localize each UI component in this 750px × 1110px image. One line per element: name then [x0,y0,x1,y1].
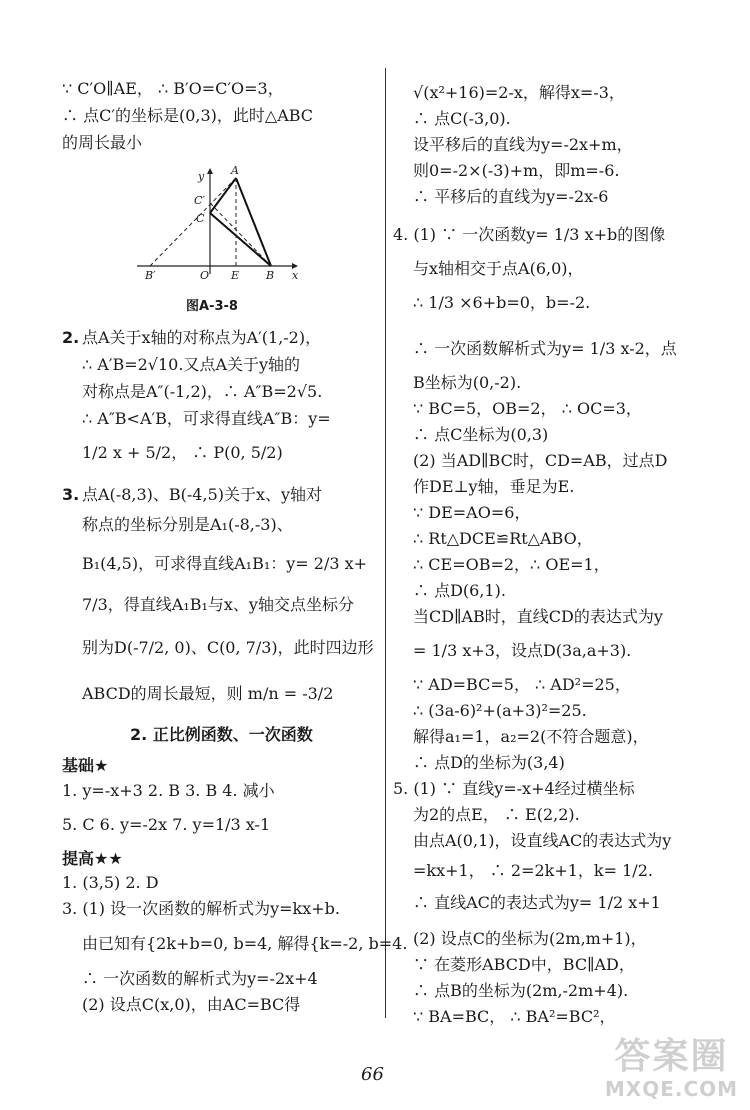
text-line: (2) 当AD∥BC时，CD=AB，过点D [413,451,668,470]
watermark-logo [599,1036,744,1106]
text-line: ∴ (3a-6)²+(a+3)²=25. [413,701,587,720]
text-line: 7/3，得直线A₁B₁与x、y轴交点坐标分 [82,595,354,614]
page-number: 66 [361,1064,384,1085]
watermark-line-2: MXQE.COM [604,1077,739,1101]
text-line: ∴ 点D的坐标为(3,4) [413,753,565,772]
label-c-prime: C′ [194,194,205,207]
text-line: 设平移后的直线为y=-2x+m， [413,135,633,154]
text-line: ∴ 点B的坐标为(2m,-2m+4). [413,981,629,1000]
label-b: B [266,269,275,282]
text-line: ∴ Rt△DCE≌Rt△ABO， [413,529,593,548]
text-line: ∵ C′O∥AE， ∴ B′O=C′O=3， [62,79,284,98]
text-line: ∴ A′B=2√10.又点A关于y轴的 [82,355,301,374]
text-line: √(x²+16)=2-x，解得x=-3， [413,83,625,102]
text-line: 为2的点E， ∴ E(2,2). [413,805,580,824]
text-line: 对称点是A″(-1,2)，∴ A″B=2√5. [82,382,323,401]
text-line: ∵ 在菱形ABCD中，BC∥AD， [413,955,635,974]
label-basic: 基础★ [62,756,109,775]
text-line: = 1/3 x+3，设点D(3a,a+3). [413,641,632,660]
column-divider [385,68,386,1018]
text-line: ∴ 一次函数解析式为y= 1/3 x-2，点 [413,339,677,358]
text-line: 作DE⊥y轴，垂足为E. [413,477,575,496]
question-number: 3. [62,485,80,504]
text-line: 与x轴相交于点A(6,0)， [413,259,584,278]
text-line: ∵ AD=BC=5， ∴ AD²=25， [413,675,631,694]
label-c: C [196,212,205,225]
text-line: ∴ 平移后的直线为y=-2x-6 [413,187,609,206]
text-line: ∵ BC=5，OB=2， ∴ OC=3， [413,399,642,418]
text-line: 1/2 x + 5/2， ∴ P(0, 5/2) [82,443,283,462]
text-line: 由已知有{2k+b=0, b=4, 解得{k=-2, b=4. [82,934,408,953]
text-line: =kx+1， ∴ 2=2k+1，k= 1/2. [413,861,653,880]
text-line: ∴ CE=OB=2，∴ OE=1， [413,555,610,574]
text-line: 1. y=-x+3 2. B 3. B 4. 减小 [62,781,275,800]
text-line: ABCD的周长最短，则 m/n = -3/2 [82,684,334,703]
text-line: ∵ BA=BC， ∴ BA²=BC²， [413,1007,616,1026]
text-line: ∴ 点D(6,1). [413,581,506,600]
question-number: 2. [62,328,80,347]
figure-caption: 图A-3-8 [186,299,238,314]
label-advanced: 提高★★ [62,849,123,868]
text-line: 点A(-8,3)、B(-4,5)关于x、y轴对 [82,485,323,504]
text-line: 点A关于x轴的对称点为A′(1,-2)， [82,328,322,347]
label-a: A [231,164,239,177]
text-line: 3. (1) 设一次函数的解析式为y=kx+b. [62,899,341,918]
text-line: (2) 设点C的坐标为(2m,m+1)， [413,929,647,948]
text-line: 解得a₁=1，a₂=2(不符合题意)， [413,727,649,746]
text-line: B₁(4,5)，可求得直线A₁B₁：y= 2/3 x+ [82,554,368,573]
text-line: 别为D(-7/2, 0)、C(0, 7/3)，此时四边形 [82,638,374,657]
text-line: ∴ A″B<A′B，可求得直线A″B：y= [82,409,331,428]
text-line: ∴ 点C′的坐标是(0,3)，此时△ABC [62,106,314,125]
text-line: ∴ 一次函数的解析式为y=-2x+4 [82,969,318,988]
text-line: ∵ DE=AO=6， [413,503,531,522]
text-line: 由点A(0,1)，设直线AC的表达式为y [413,831,672,850]
text-line: ∴ 点C坐标为(0,3) [413,425,549,444]
label-x: x [292,269,299,282]
text-line: ∴ 点C(-3,0). [413,109,511,128]
text-line: B坐标为(0,-2). [413,373,522,392]
label-e: E [231,269,240,282]
text-line: 5. C 6. y=-2x 7. y=1/3 x-1 [62,815,271,834]
label-o: O [200,269,210,282]
label-y: y [198,170,205,183]
text-line: 5. (1) ∵ 直线y=-x+4经过横坐标 [393,779,635,798]
text-line: 则0=-2×(-3)+m，即m=-6. [413,161,620,180]
section-title: 2. 正比例函数、一次函数 [130,725,313,744]
text-line: 1. (3,5) 2. D [62,873,159,892]
text-line: 当CD∥AB时，直线CD的表达式为y [413,607,663,626]
watermark-line-1: 答案圈 [614,1036,729,1077]
text-line: 4. (1) ∵ 一次函数y= 1/3 x+b的图像 [393,225,666,244]
label-b-prime: B′ [145,269,156,282]
geometry-figure [132,160,312,282]
text-line: 称点的坐标分别是A₁(-8,-3)、 [82,515,293,534]
text-line: (2) 设点C(x,0)，由AC=BC得 [82,995,301,1014]
text-line: ∴ 直线AC的表达式为y= 1/2 x+1 [413,893,661,912]
text-line: 的周长最小 [62,133,143,152]
text-line: ∴ 1/3 ×6+b=0，b=-2. [413,293,591,312]
